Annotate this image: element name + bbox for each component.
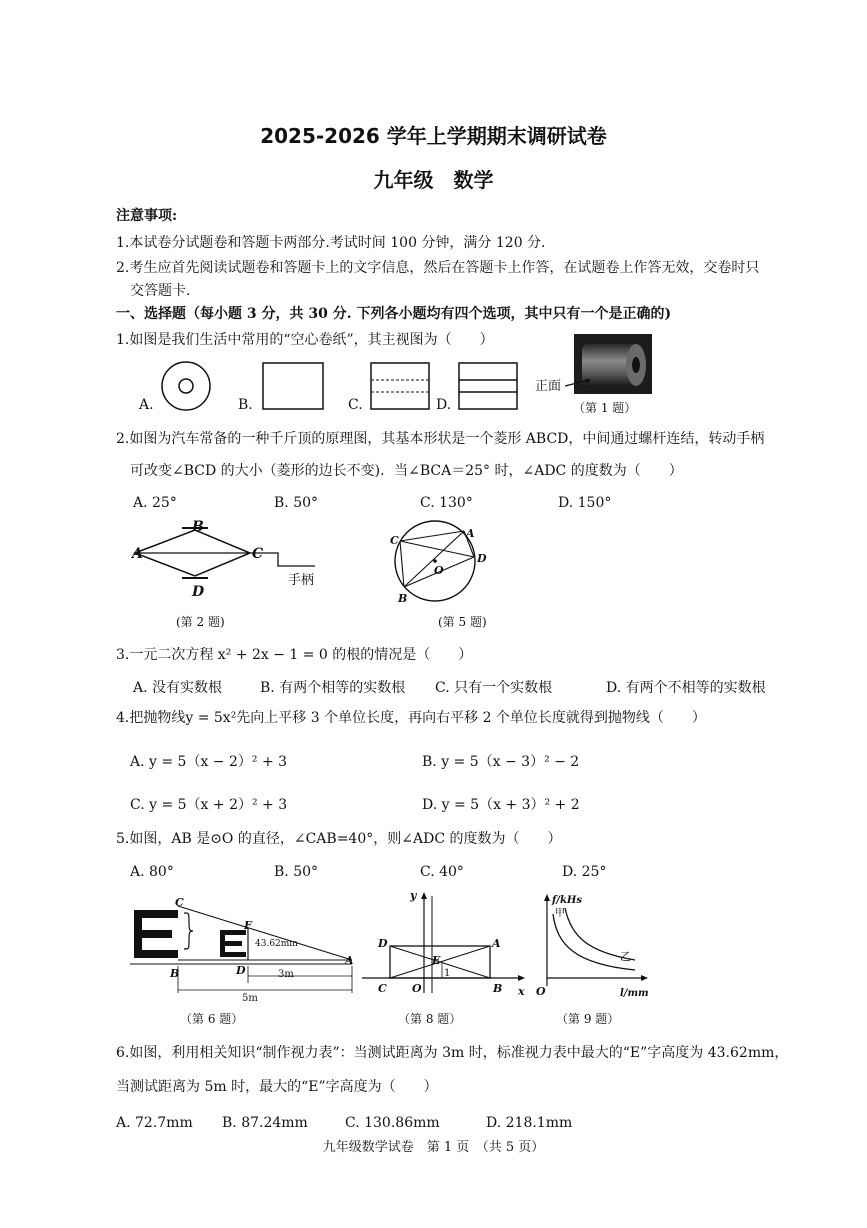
q3-option-b: B. 有两个相等的实数根 bbox=[260, 680, 406, 696]
q6-stem-line2: 当测试距离为 5m 时，最大的“E”字高度为（ ） bbox=[116, 1079, 438, 1095]
fig9-label-o: O bbox=[536, 985, 546, 998]
q5-label-a: A bbox=[466, 527, 475, 540]
q5-caption: (第 5 题) bbox=[438, 615, 487, 629]
q4-option-b: B. y = 5（x − 3）² − 2 bbox=[422, 754, 580, 770]
q3-stem: 3.一元二次方程 x² + 2x − 1 = 0 的根的情况是（ ） bbox=[116, 647, 473, 663]
q2-label-a: A bbox=[132, 546, 143, 562]
q1-figure-d bbox=[458, 362, 522, 412]
fig6-label-a: A bbox=[345, 954, 354, 967]
q5-option-d: D. 25° bbox=[562, 864, 607, 880]
q5-label-d: D bbox=[477, 552, 487, 565]
q1-option-c: C. bbox=[348, 397, 363, 413]
q2-stem-line2: 可改变∠BCD 的大小（菱形的边长不变)．当∠BCA＝25° 时，∠ADC 的度数为（ ） bbox=[130, 463, 683, 479]
notice-item-2-cont: 交答题卡. bbox=[130, 283, 191, 299]
q4-option-d: D. y = 5（x + 3）² + 2 bbox=[422, 797, 580, 813]
fig6-label-f: F bbox=[244, 919, 252, 932]
fig8-label-y: y bbox=[410, 889, 417, 902]
q2-option-c: C. 130° bbox=[420, 495, 473, 511]
q1-caption: （第 1 题） bbox=[573, 401, 637, 415]
q2-option-a: A. 25° bbox=[133, 495, 177, 511]
q4-option-c: C. y = 5（x + 2）² + 3 bbox=[130, 797, 288, 813]
q2-label-handle: 手柄 bbox=[288, 573, 315, 588]
q3-option-c: C. 只有一个实数根 bbox=[435, 680, 553, 696]
fig8-label-c: C bbox=[378, 982, 387, 995]
q6-option-b: B. 87.24mm bbox=[222, 1115, 308, 1131]
fig8-caption: （第 8 题） bbox=[398, 1012, 462, 1026]
fig9-label-yi: 乙 bbox=[620, 950, 631, 963]
q2-stem-line1: 2.如图为汽车常备的一种千斤顶的原理图，其基本形状是一个菱形 ABCD，中间通过螺杆连结，转动手柄 bbox=[116, 431, 765, 447]
q2-label-c: C bbox=[252, 546, 264, 562]
q1-option-b: B. bbox=[238, 397, 253, 413]
q6-option-a: A. 72.7mm bbox=[116, 1115, 193, 1131]
q1-option-d: D. bbox=[436, 397, 452, 413]
q5-label-c: C bbox=[390, 534, 399, 547]
fig6-vision-chart bbox=[130, 898, 360, 1003]
q6-option-c: C. 130.86mm bbox=[345, 1115, 440, 1131]
q4-option-a: A. y = 5（x − 2）² + 3 bbox=[130, 754, 288, 770]
fig8-label-x: x bbox=[518, 985, 525, 998]
q5-stem: 5.如图，AB 是⊙O 的直径，∠CAB=40°，则∠ADC 的度数为（ ） bbox=[116, 831, 562, 847]
fig8-label-o: O bbox=[412, 982, 422, 995]
fig9-caption: （第 9 题） bbox=[556, 1012, 620, 1026]
q4-stem: 4.把抛物线y = 5x²先向上平移 3 个单位长度，再向右平移 2 个单位长度就得到抛物线（ ） bbox=[116, 710, 706, 726]
fig9-label-f: f/kHs bbox=[552, 895, 582, 906]
q1-stem: 1.如图是我们生活中常用的“空心卷纸”，其主视图为（ ） bbox=[116, 332, 494, 348]
q1-front-arrow bbox=[565, 376, 595, 390]
fig8-label-a: A bbox=[492, 937, 501, 950]
q5-label-o: O bbox=[434, 564, 444, 577]
q1-figure-b bbox=[262, 362, 326, 412]
fig8-label-b: B bbox=[493, 982, 503, 995]
q2-caption: (第 2 题) bbox=[176, 615, 225, 629]
q1-figure-a bbox=[160, 360, 214, 414]
q1-option-a: A. bbox=[139, 397, 154, 413]
q1-figure-c bbox=[370, 362, 434, 412]
q6-stem-line1: 6.如图，利用相关知识“制作视力表”：当测试距离为 3m 时，标准视力表中最大的“E”字高度为 43.62mm， bbox=[116, 1045, 789, 1061]
fig6-label-d: D bbox=[236, 964, 246, 977]
fig8-label-d: D bbox=[378, 937, 388, 950]
section-1-heading: 一、选择题（每小题 3 分，共 30 分. 下列各小题均有四个选项，其中只有一个是正确的) bbox=[116, 306, 672, 322]
fig9-label-l: l/mm bbox=[620, 988, 649, 999]
exam-subtitle: 九年级 数学 bbox=[373, 168, 494, 192]
q1-front-label: 正面 bbox=[535, 379, 562, 394]
fig6-dist-3m: 3m bbox=[278, 969, 294, 980]
page-footer: 九年级数学试卷 第 1 页 （共 5 页） bbox=[322, 1140, 545, 1155]
q6-option-d: D. 218.1mm bbox=[486, 1115, 573, 1131]
q5-option-c: C. 40° bbox=[420, 864, 464, 880]
q2-option-d: D. 150° bbox=[558, 495, 612, 511]
fig9-label-jia: 甲 bbox=[555, 908, 565, 919]
fig8-label-e: E bbox=[432, 954, 441, 967]
q3-option-d: D. 有两个不相等的实数根 bbox=[606, 680, 766, 696]
exam-title: 2025-2026 学年上学期期末调研试卷 bbox=[260, 124, 607, 148]
q2-label-b: B bbox=[192, 519, 204, 535]
q2-option-b: B. 50° bbox=[274, 495, 319, 511]
notice-item-2: 2.考生应首先阅读试题卷和答题卡上的文字信息，然后在答题卡上作答，在试题卷上作答无效，交卷时只 bbox=[116, 260, 760, 276]
fig6-label-c: C bbox=[175, 896, 184, 909]
q5-option-b: B. 50° bbox=[274, 864, 319, 880]
q2-label-d: D bbox=[192, 584, 205, 600]
fig6-label-b: B bbox=[170, 967, 180, 980]
notice-item-1: 1.本试卷分试题卷和答题卡两部分.考试时间 100 分钟，满分 120 分. bbox=[116, 235, 546, 251]
q3-option-a: A. 没有实数根 bbox=[133, 680, 223, 696]
fig8-label-one: 1 bbox=[444, 968, 451, 979]
q5-label-b: B bbox=[398, 592, 408, 605]
fig6-caption: （第 6 题） bbox=[180, 1012, 244, 1026]
fig6-height-value: 43.62mm bbox=[255, 939, 298, 949]
fig6-dist-5m: 5m bbox=[242, 993, 258, 1004]
q5-option-a: A. 80° bbox=[130, 864, 174, 880]
notice-heading: 注意事项: bbox=[116, 208, 178, 224]
